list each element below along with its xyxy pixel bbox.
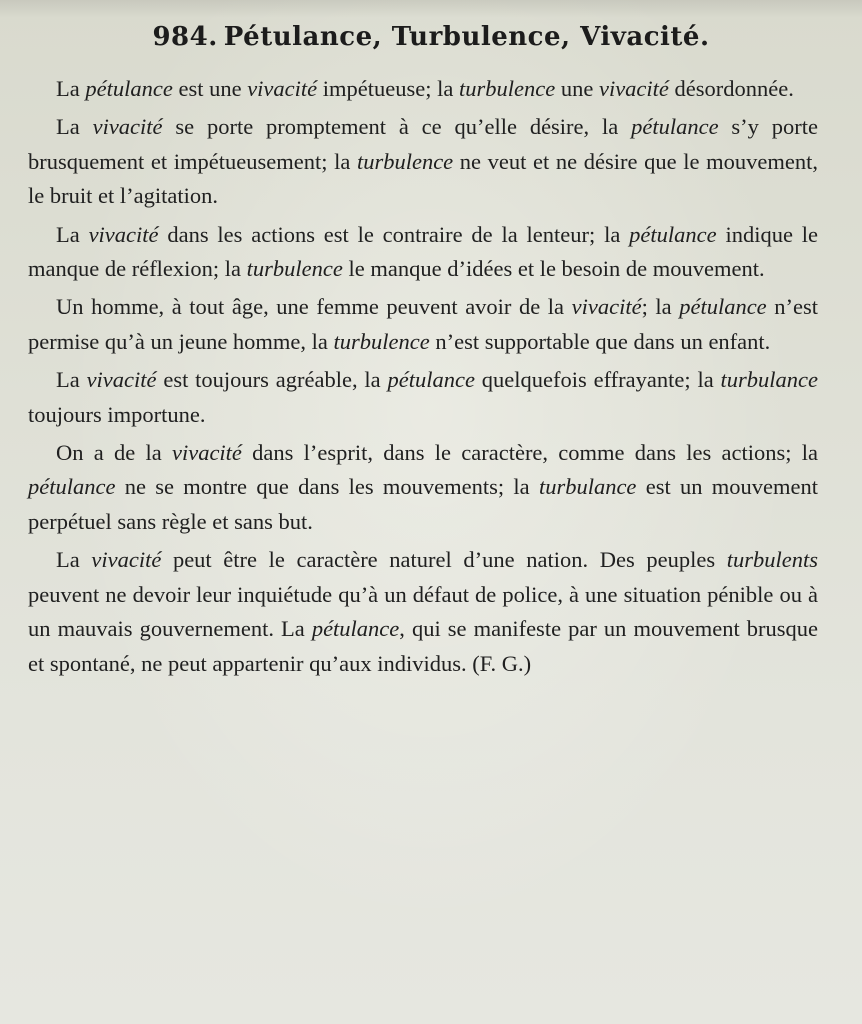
text-run: dans les actions est le contraire de la lenteur; la — [158, 221, 630, 247]
italic-term: vivacité — [247, 76, 318, 101]
paragraph — [28, 110, 818, 213]
text-run: La — [56, 114, 93, 140]
text-run: Un homme, à tout âge, une femme peuvent avoir de la — [56, 294, 572, 320]
text-run: La — [56, 76, 86, 101]
text-run: ne se montre que dans les mouvements; la — [115, 474, 539, 500]
text-run: est toujours agréable, la — [156, 367, 388, 393]
article-body — [28, 72, 818, 685]
paragraph — [28, 218, 818, 287]
text-run: toujours importune. — [28, 401, 206, 427]
text-run: n’est supportable que dans un enfant. — [429, 328, 771, 354]
italic-term: pétulance — [387, 367, 475, 393]
italic-term: vivacité — [86, 367, 157, 393]
italic-term: turbulance — [720, 367, 818, 393]
paragraph — [28, 363, 818, 432]
paragraph — [28, 290, 818, 359]
text-run: On a de la — [56, 440, 172, 466]
text-run: ; la — [641, 294, 680, 320]
italic-term: vivacité — [92, 114, 163, 140]
italic-term: vivacité — [571, 294, 642, 320]
italic-term: pétulance — [85, 76, 173, 101]
paragraph — [28, 72, 818, 106]
text-run: , qui se manifeste par un mouvement brusque et spontané, ne peut appartenir qu’aux individus. (F. G.) — [28, 616, 819, 676]
text-run: quelquefois effrayante; la — [474, 367, 721, 393]
text-run: se porte promptement à ce qu’elle désire, la — [162, 114, 632, 140]
text-run: La — [56, 367, 87, 393]
article-heading — [0, 22, 862, 52]
text-run: n’est permise qu’à un jeune homme, la — [28, 294, 818, 354]
italic-term: vivacité — [88, 221, 159, 247]
text-run: peuvent ne devoir leur inquiétude qu’à un défaut de police, à une situation pénible ou à un mauvais gouvernement. La — [28, 581, 818, 642]
text-run: impétueuse; la — [317, 76, 459, 101]
italic-term: turbulance — [538, 474, 637, 500]
page-top-shadow — [0, 0, 862, 18]
italic-term: pétulance — [629, 221, 717, 247]
text-run: indique le manque de réflexion; la — [28, 221, 818, 282]
text-run: désordonnée. — [668, 76, 794, 101]
text-run: s’y porte brusquement et impétueusement; la — [28, 114, 818, 174]
text-run: une — [555, 76, 599, 101]
text-run: est un mouvement perpétuel sans règle et sans but. — [28, 474, 818, 534]
text-run: dans l’esprit, dans le caractère, comme dans les actions; la — [241, 440, 818, 466]
italic-term: pétulance — [311, 616, 400, 642]
text-run: La — [56, 547, 92, 573]
italic-term: vivacité — [598, 76, 669, 101]
paragraph — [28, 436, 818, 539]
text-run: La — [56, 221, 89, 247]
italic-term: turbulence — [246, 256, 343, 282]
italic-term: pétulance — [631, 114, 719, 140]
italic-term: pétulance — [679, 294, 767, 320]
article-title: Pétulance, Turbulence, Vivacité. — [223, 22, 710, 52]
italic-term: turbulence — [458, 76, 556, 101]
paragraph — [28, 543, 818, 681]
italic-term: turbulence — [333, 328, 430, 354]
text-run: ne veut et ne désire que le mouvement, le bruit et l’agitation. — [28, 148, 818, 209]
italic-term: turbulents — [726, 547, 818, 573]
italic-term: vivacité — [91, 547, 162, 573]
article-number: 984. — [152, 22, 218, 52]
italic-term: pétulance — [28, 474, 116, 500]
italic-term: vivacité — [171, 440, 242, 466]
text-run: peut être le caractère naturel d’une nation. Des peuples — [161, 547, 727, 573]
text-run: le manque d’idées et le besoin de mouvement. — [342, 256, 765, 282]
italic-term: turbulence — [356, 148, 454, 174]
text-run: est une — [172, 76, 248, 101]
